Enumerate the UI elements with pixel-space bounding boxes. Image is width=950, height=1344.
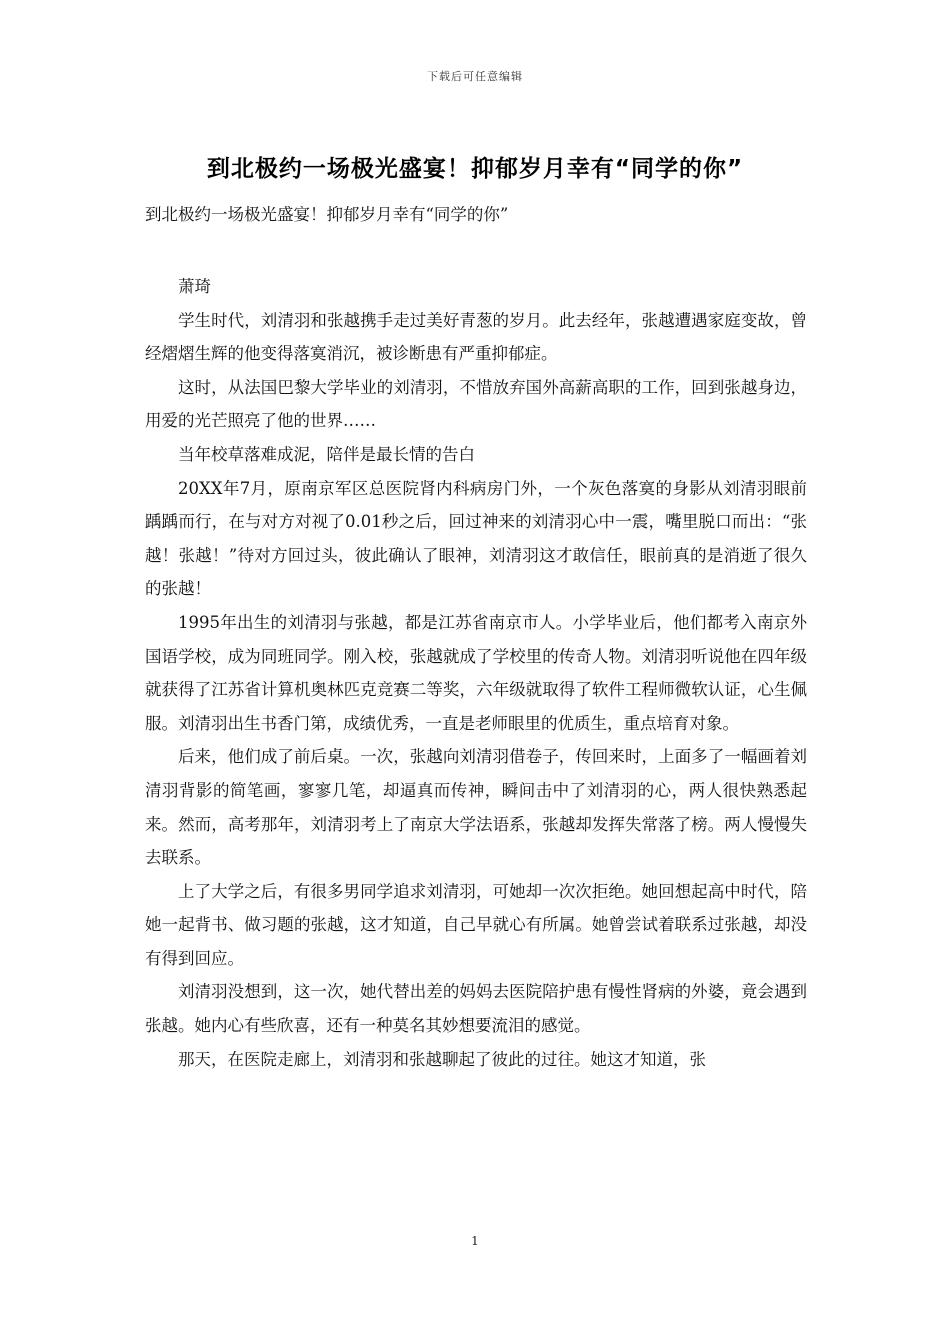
paragraph: 这时，从法国巴黎大学毕业的刘清羽，不惜放弃国外高薪高职的工作，回到张越身边，用爱的光芒照亮了他的世界…… — [145, 377, 807, 431]
paragraph: 20XX年7月，原南京军区总医院肾内科病房门外，一个灰色落寞的身影从刘清羽眼前踽踽而行，在与对方对视了0.01秒之后，回过神来的刘清羽心中一震，嘴里脱口而出：“张越！张越！”待对方回过头，彼此确认了眼神，刘清羽这才敢信任，眼前真的是消逝了很久的张越！ — [145, 478, 807, 599]
paragraph: 1995年出生的刘清羽与张越，都是江苏省南京市人。小学毕业后，他们都考入南京外国语学校，成为同班同学。刚入校，张越就成了学校里的传奇人物。刘清羽听说他在四年级就获得了江苏省计算机奥林匹克竞赛二等奖，六年级就取得了软件工程师微软认证，心生佩服。刘清羽出生书香门第，成绩优秀，一直是老师眼里的优质生，重点培育对象。 — [145, 612, 807, 733]
author-line: 萧琦 — [178, 277, 211, 296]
paragraph: 后来，他们成了前后桌。一次，张越向刘清羽借卷子，传回来时，上面多了一幅画着刘清羽背影的简笔画，寥寥几笔，却逼真而传神，瞬间击中了刘清羽的心，两人很快熟悉起来。然而，高考那年，刘清羽考上了南京大学法语系，张越却发挥失常落了榜。两人慢慢失去联系。 — [145, 747, 807, 868]
header-note: 下载后可任意编辑 — [427, 70, 523, 83]
article-title: 到北极约一场极光盛宴！抑郁岁月幸有“同学的你” — [206, 156, 744, 182]
paragraph: 上了大学之后，有很多男同学追求刘清羽，可她却一次次拒绝。她回想起高中时代，陪她一起背书、做习题的张越，这才知道，自己早就心有所属。她曾尝试着联系过张越，却没有得到回应。 — [145, 881, 807, 968]
paragraph: 刘清羽没想到，这一次，她代替出差的妈妈去医院陪护患有慢性肾病的外婆，竟会遇到张越。她内心有些欣喜，还有一种莫名其妙想要流泪的感觉。 — [145, 982, 807, 1036]
article-subtitle: 到北极约一场极光盛宴！抑郁岁月幸有“同学的你” — [145, 205, 509, 224]
paragraph: 学生时代，刘清羽和张越携手走过美好青葱的岁月。此去经年，张越遭遇家庭变故，曾经熠熠生辉的他变得落寞消沉，被诊断患有严重抑郁症。 — [145, 310, 807, 364]
page-number: 1 — [471, 1234, 479, 1248]
section-heading: 当年校草落难成泥，陪伴是最长情的告白 — [178, 444, 475, 464]
paragraph: 那天，在医院走廊上，刘清羽和张越聊起了彼此的过往。她这才知道，张 — [178, 1049, 706, 1069]
article-body — [145, 270, 807, 1076]
